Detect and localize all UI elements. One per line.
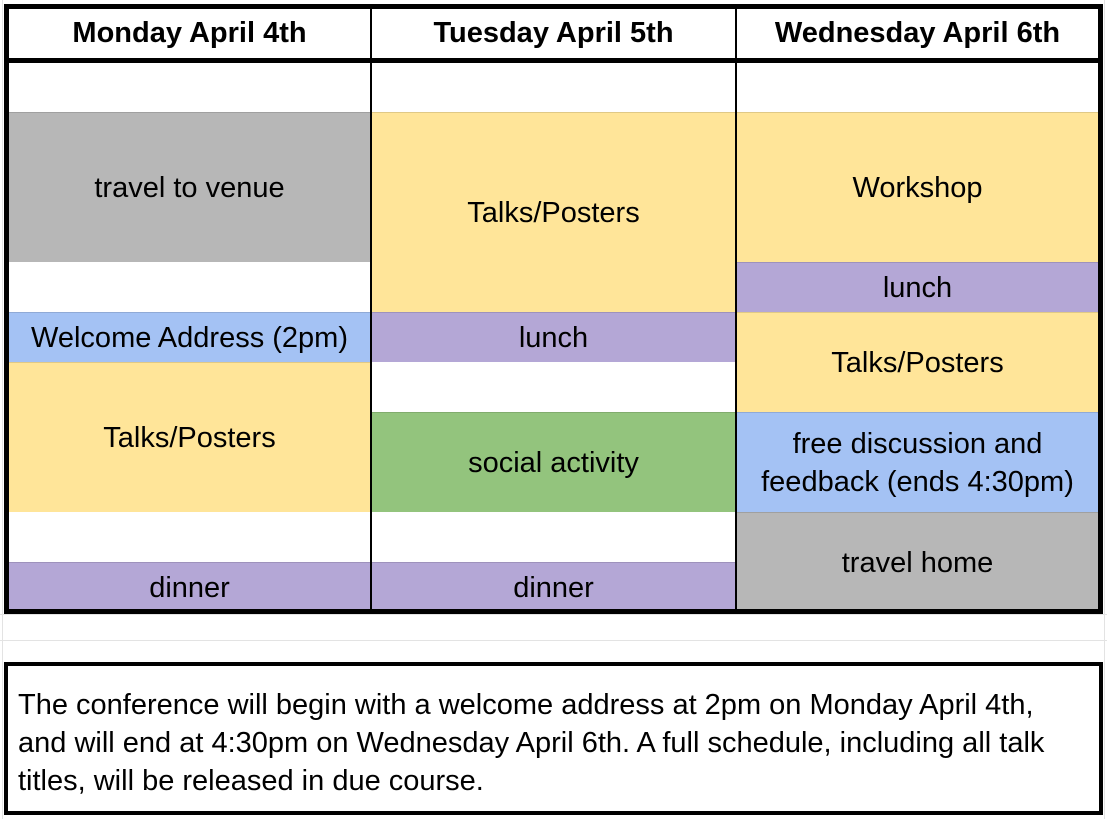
tuesday-talks-label: Talks/Posters [467,196,640,229]
conference-note-text: The conference will begin with a welcome address at 2pm on Monday April 4th, and will end at 4:30pm on Wednesday April 6th. A full schedule, including all talk titles, will be released in due course. [18,689,1045,797]
tuesday-lunch-block [372,312,735,362]
tuesday-dinner-block [372,562,735,612]
monday-travel-label: travel to venue [94,171,285,204]
schedule-header-row [9,9,1098,63]
gridline [1104,0,1105,819]
monday-talks-label: Talks/Posters [103,421,276,454]
monday-welcome-block [9,312,370,362]
wednesday-talks-block [737,312,1098,412]
header-tuesday: Tuesday April 5th [433,17,674,49]
tuesday-dinner-label: dinner [513,571,594,604]
wednesday-workshop-label: Workshop [852,171,983,204]
wednesday-lunch-label: lunch [882,271,953,304]
header-monday: Monday April 4th [72,17,307,49]
monday-dinner-label: dinner [149,571,230,604]
tuesday-talks-block [372,112,735,312]
wednesday-talks-label: Talks/Posters [831,346,1004,379]
schedule-table [4,4,1103,614]
gridline [0,640,1107,641]
header-wednesday: Wednesday April 6th [774,17,1061,49]
monday-talks-block [9,362,370,512]
column-divider [370,9,372,609]
wednesday-travel-home-label: travel home [841,546,994,579]
wednesday-travel-home-block [737,512,1098,612]
wednesday-discussion-line1: free discussion and [792,427,1043,460]
wednesday-workshop-block [737,112,1098,262]
tuesday-social-block [372,412,735,512]
gridline [0,614,1107,615]
column-divider [735,9,737,609]
monday-travel-block [9,112,370,262]
wednesday-discussion-block [737,412,1098,512]
monday-welcome-label: Welcome Address (2pm) [31,321,348,354]
tuesday-lunch-label: lunch [518,321,589,354]
conference-note [4,662,1103,815]
gridline [2,0,3,819]
wednesday-discussion-line2: feedback (ends 4:30pm) [761,465,1074,498]
tuesday-social-label: social activity [468,446,639,479]
wednesday-lunch-block [737,262,1098,312]
monday-dinner-block [9,562,370,612]
